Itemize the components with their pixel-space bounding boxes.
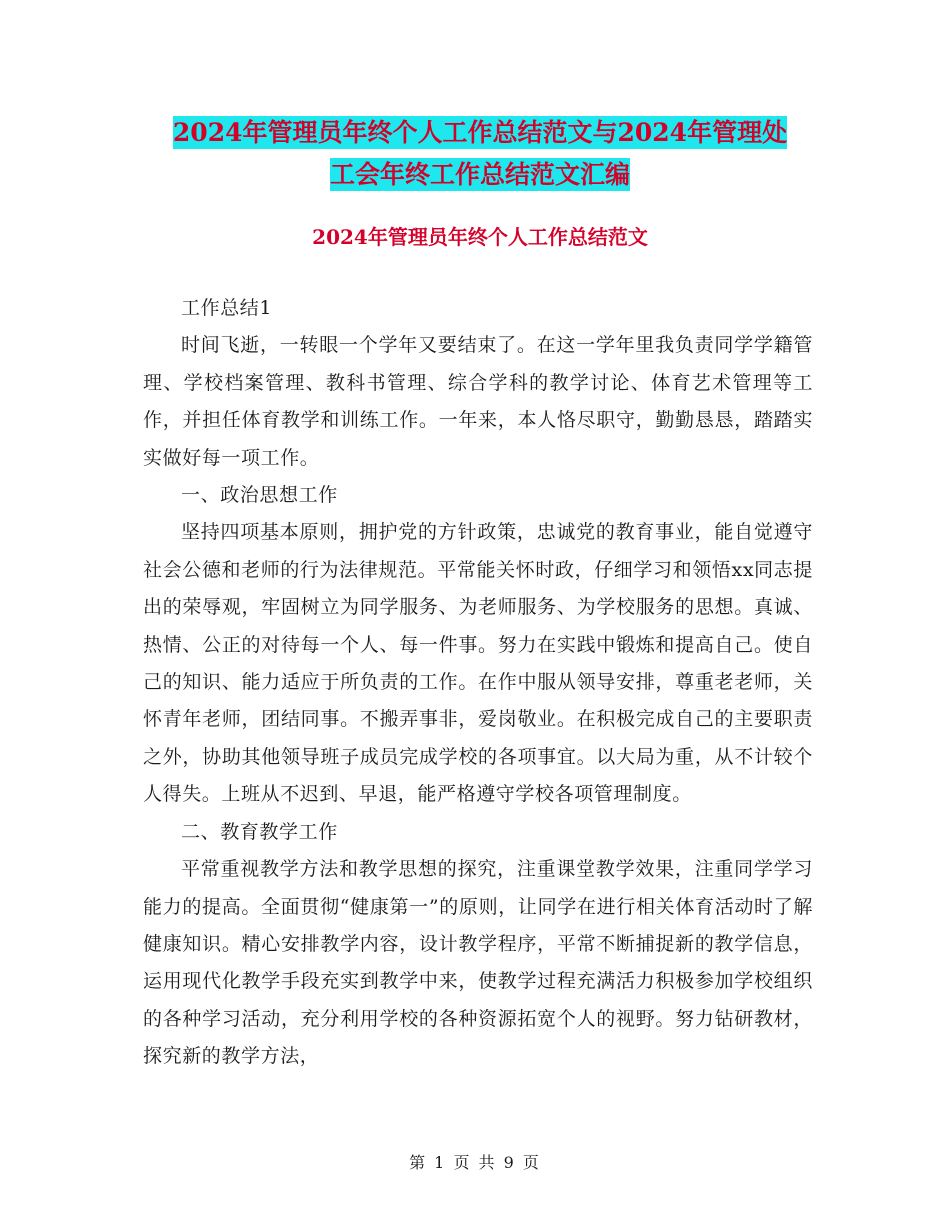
- document-body: [143, 290, 813, 1076]
- paragraph: 时间飞逝，一转眼一个学年又要结束了。在这一学年里我负责同学学籍管理、学校档案管理、教科书管理、综合学科的教学讨论、体育艺术管理等工作，并担任体育教学和训练工作。一年来，本人恪尽职守，勤勤恳恳，踏踏实实做好每一项工作。: [143, 334, 813, 469]
- paragraph-heading-1: 工作总结1: [181, 297, 273, 319]
- section-title: 2024年管理员年终个人工作总结范文: [312, 225, 648, 249]
- title-line-1: 2024年管理员年终个人工作总结范文与2024年管理处: [172, 118, 788, 147]
- document-title: [140, 112, 820, 196]
- paragraph: 平常重视教学方法和教学思想的探究，注重课堂教学效果，注重同学学习能力的提高。全面贯彻“健康第一”的原则，让同学在进行相关体育活动时了解健康知识。精心安排教学内容，设计教学程序，平常不断捕捉新的教学信息，运用现代化教学手段充实到教学中来，使教学过程充满活力积极参加学校组织的各种学习活动，充分利用学校的各种资源拓宽个人的视野。努力钻研教材，探究新的教学方法，: [143, 858, 813, 1068]
- paragraph-heading-2: 一、政治思想工作: [181, 484, 338, 507]
- paragraph-heading-3: 二、教育教学工作: [181, 820, 338, 843]
- page-number-footer: 第 1 页 共 9 页: [409, 1153, 541, 1172]
- title-line-2: 工会年终工作总结范文汇编: [329, 160, 630, 189]
- paragraph: 坚持四项基本原则，拥护党的方针政策，忠诚党的教育事业，能自觉遵守社会公德和老师的行为法律规范。平常能关怀时政，仔细学习和领悟xx同志提出的荣辱观，牢固树立为同学服务、为老师服务、为学校服务的思想。真诚、热情、公正的对待每一个人、每一件事。努力在实践中锻炼和提高自己。使自己的知识、能力适应于所负责的工作。在作中服从领导安排，尊重老老师，关怀青年老师，团结同事。不搬弄事非，爱岗敬业。在积极完成自己的主要职责之外，协助其他领导班子成员完成学校的各项事宜。以大局为重，从不计较个人得失。上班从不迟到、早退，能严格遵守学校各项管理制度。: [143, 521, 813, 806]
